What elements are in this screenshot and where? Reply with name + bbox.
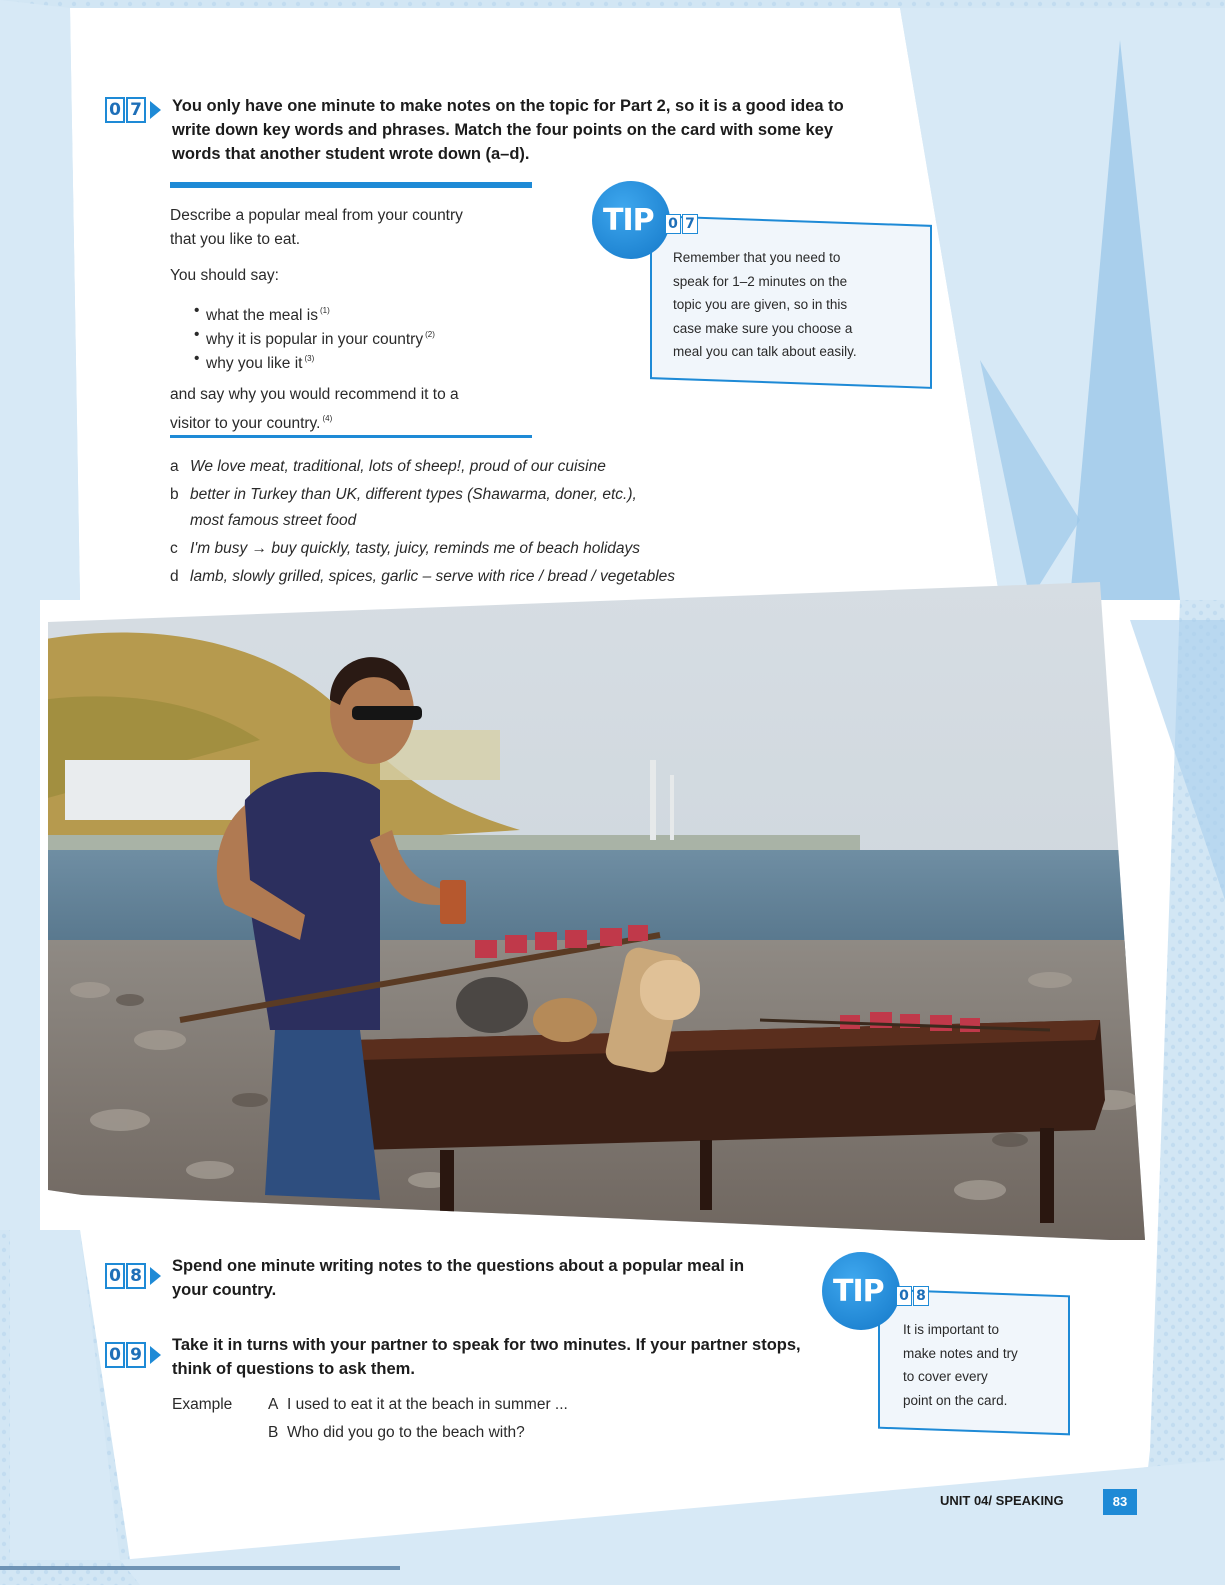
- instruction-line: Spend one minute writing notes to the questions about a popular meal in: [172, 1257, 745, 1275]
- tip-08-text: [903, 1318, 1018, 1412]
- exercise-number-digit: 0: [105, 1342, 125, 1368]
- example-label: Example: [172, 1396, 233, 1413]
- exercise-number-digit: 0: [105, 97, 125, 123]
- exercise-number-digit: 9: [126, 1342, 146, 1368]
- tip-line: topic you are given, so in this: [673, 297, 848, 312]
- footer-separator: /: [988, 1493, 993, 1508]
- cue-card-intro-line: that you like to eat.: [170, 231, 301, 248]
- tip-number-digit: 0: [896, 1286, 912, 1306]
- unit-label: UNIT 04: [940, 1493, 989, 1508]
- exercise-08-badge: [105, 1263, 161, 1289]
- tip-line: case make sure you choose a: [673, 320, 853, 336]
- instruction-line: think of questions to ask them.: [172, 1360, 415, 1378]
- bullet-ref: (2): [425, 330, 435, 339]
- closing-ref: (4): [322, 414, 333, 423]
- tip-line: make notes and try: [903, 1345, 1018, 1361]
- note-letter: c: [170, 540, 178, 557]
- note-text: lamb, slowly grilled, spices, garlic – serve with rice / bread / vegetables: [190, 568, 676, 585]
- instruction-line: You only have one minute to make notes on the topic for Part 2, so it is a good idea to: [172, 97, 844, 115]
- play-arrow-icon: [150, 1346, 161, 1364]
- speaker-label: A: [268, 1396, 279, 1413]
- cue-card-should-say: You should say:: [170, 267, 279, 284]
- dialogue-text: I used to eat it at the beach in summer ...: [286, 1396, 568, 1413]
- closing-text: visitor to your country.: [170, 415, 321, 432]
- instruction-line: write down key words and phrases. Match the four points on the card with some key: [172, 121, 834, 139]
- exercise-09-badge: [105, 1342, 161, 1368]
- instruction-line: your country.: [172, 1281, 277, 1299]
- tip-07-label: TIP: [603, 203, 654, 238]
- exercise-number-digit: 8: [126, 1263, 146, 1289]
- bullet-text: what the meal is: [206, 307, 318, 324]
- tip-line: meal you can talk about easily.: [673, 344, 857, 359]
- instruction-line: words that another student wrote down (a–d).: [172, 145, 530, 163]
- bullet-ref: (1): [320, 306, 330, 315]
- note-letter: d: [170, 568, 179, 585]
- tip-number-digit: 0: [665, 214, 681, 234]
- tip-line: It is important to: [903, 1322, 1000, 1337]
- exercise-09-instructions: [172, 1333, 852, 1381]
- note-text: We love meat, traditional, lots of sheep!, proud of our cuisine: [190, 458, 606, 475]
- section-label: SPEAKING: [995, 1493, 1064, 1508]
- bullet-ref: (3): [304, 354, 315, 363]
- instruction-line: Take it in turns with your partner to speak for two minutes. If your partner stops,: [172, 1336, 801, 1354]
- bullet-text: why you like it: [206, 355, 303, 372]
- tip-number-digit: 8: [913, 1286, 929, 1306]
- example-line-a: [268, 1391, 568, 1419]
- tip-line: speak for 1–2 minutes on the: [673, 273, 848, 289]
- note-text: better in Turkey than UK, different types (Shawarma, doner, etc.),: [190, 486, 637, 503]
- example-line-b: [268, 1419, 525, 1447]
- tip-line: point on the card.: [903, 1392, 1008, 1408]
- page-footer: [940, 1493, 1064, 1508]
- tip-line: to cover every: [903, 1369, 988, 1384]
- note-text: I'm busy → buy quickly, tasty, juicy, reminds me of beach holidays: [190, 540, 641, 557]
- tip-08-number: [896, 1286, 930, 1306]
- cue-card-closing-line: and say why you would recommend it to a: [170, 386, 459, 403]
- tip-08-label: TIP: [833, 1274, 884, 1309]
- play-arrow-icon: [150, 1267, 161, 1285]
- dialogue-text: Who did you go to the beach with?: [286, 1424, 525, 1441]
- tip-line: Remember that you need to: [673, 250, 841, 265]
- exercise-number-digit: 7: [126, 97, 146, 123]
- cue-card-intro-line: Describe a popular meal from your country: [170, 207, 463, 224]
- note-text: most famous street food: [190, 512, 357, 529]
- note-letter: b: [170, 486, 179, 503]
- tip-number-digit: 7: [682, 214, 698, 234]
- speaker-label: B: [268, 1424, 279, 1441]
- exercise-08-instructions: [172, 1254, 812, 1302]
- note-letter: a: [170, 458, 179, 475]
- exercise-number-digit: 0: [105, 1263, 125, 1289]
- page-number: 83: [1103, 1489, 1137, 1515]
- bullet-text: why it is popular in your country: [206, 331, 424, 348]
